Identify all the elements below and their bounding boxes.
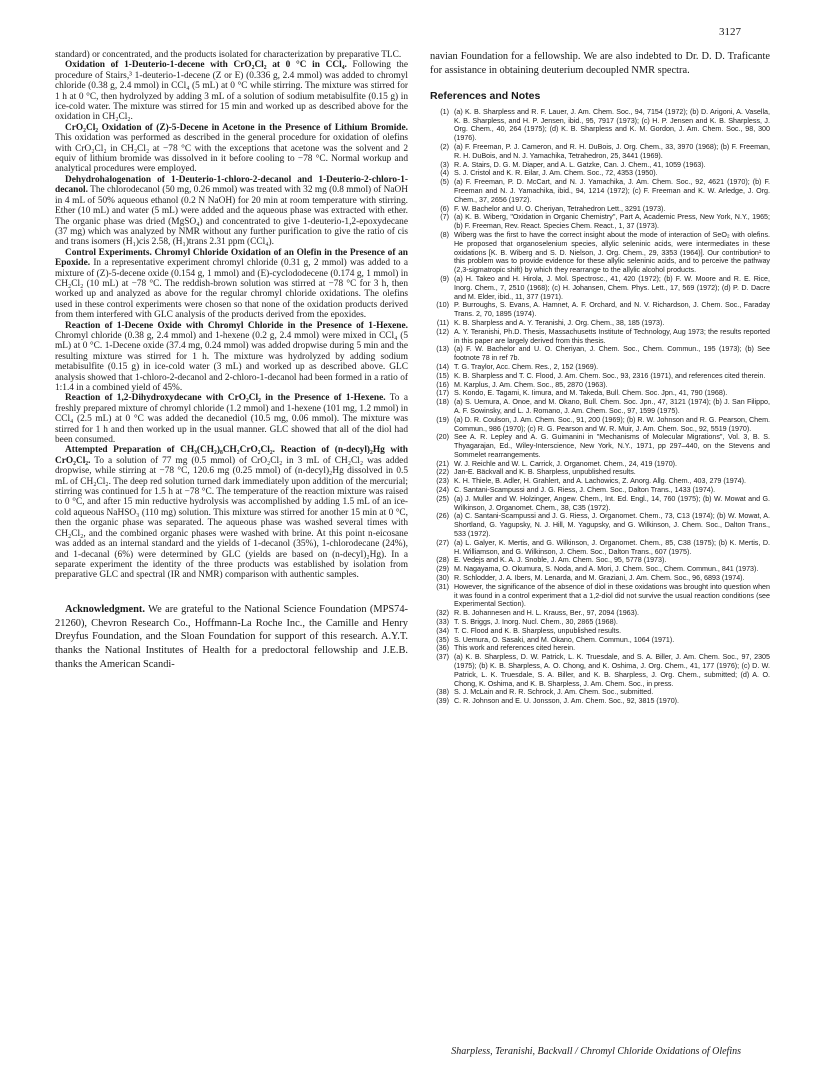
reference-number: (20) <box>436 433 449 442</box>
reference-number: (30) <box>436 574 449 583</box>
acknowledgment-text: We are grateful to the National Science Foundation (MPS74-21260), Chevron Research Co., Hoffmann-La Roche Inc., the Camille and Henry Dreyfus Foundation, and the Sloan Foundation for support of this research. A.Y.T. thanks the National Institutes of Health for a predoctoral fellowship and J.E.B. thanks the American Scandi- <box>55 603 408 670</box>
reference-item <box>430 161 770 170</box>
left-column <box>55 50 408 672</box>
reference-item <box>430 398 770 416</box>
reference-text: T. C. Flood and K. B. Sharpless, unpublished results. <box>454 626 622 635</box>
reference-number: (16) <box>436 380 449 389</box>
reference-text: C. R. Johnson and E. U. Jonsson, J. Am. Chem. Soc., 92, 3815 (1970). <box>454 697 680 706</box>
reference-item <box>430 213 770 231</box>
reference-number: (21) <box>436 459 449 468</box>
paragraph-text: Following the procedure of Stairs,³ 1-deuterio-1-decene (Z or E) (0.336 g, 2.4 mmol) was added to chromyl chloride (0.38 g, 2.4 mmol) in CCl₄ (5 mL) at 0 °C while stirring. The mixture was stirred for 1 h at 0 °C, then hydrolyzed by adding 3 mL of a solution of sodium metabisulfite (0.15 g) in ice-cold water. The mixture was stirred for 15 min and worked up as described above for the oxidation in CH₂Cl₂. <box>55 60 408 123</box>
reference-number: (11) <box>436 318 449 327</box>
reference-number: (2) <box>440 143 449 151</box>
reference-text: T. G. Traylor, Acc. Chem. Res., 2, 152 (1969). <box>454 362 599 371</box>
reference-text: S. Uemura, O. Sasaki, and M. Okano, Chem. Commun., 1064 (1971). <box>454 635 675 644</box>
reference-item <box>430 301 770 319</box>
reference-number: (29) <box>436 565 449 574</box>
reference-item <box>430 169 770 178</box>
reference-item <box>430 345 770 363</box>
reference-text: T. S. Briggs, J. Inorg. Nucl. Chem., 30, 2865 (1968). <box>454 618 618 627</box>
reference-item <box>430 389 770 398</box>
reference-text: K. H. Thiele, B. Adler, H. Grahlert, and A. Lachowics, Z. Anorg. Allg. Chem., 403, 279 (1974). <box>454 477 746 486</box>
reference-item <box>430 495 770 513</box>
reference-item <box>430 433 770 459</box>
paragraph-text: Chromyl chloride (0.38 g, 2.4 mmol) and 1-hexene (0.2 g, 2.4 mmol) were mixed in CCl₄ (5 mL) at 0 °C. 1-Decene oxide (37.4 mg, 0.24 mmol) was added dropwise during 5 min and the resulting mixture was stirred for 1 h. The mixture was hydrolyzed by adding sodium metabisulfite (0.15 g) in ice-cold water (3 mL) and worked up as described above. GLC analysis showed that 1-chloro-2-decanol and 2-chloro-1-decanol had been formed in a ratio of 1:1.4 in a combined yield of 45%. <box>55 330 408 393</box>
paragraph-heading: Attempted Preparation of CH₃(CH₂)₈CH₂CrO₂Cl₂. Reaction of (n-decyl)₂Hg with CrO₂Cl₂. <box>55 445 408 466</box>
reference-text: C. Santani-Scampussi and J. G. Riess, J. Chem. Soc., Dalton Trans., 1433 (1974). <box>454 486 716 495</box>
reference-text: R. B. Johannesen and H. L. Krauss, Ber., 97, 2094 (1963). <box>454 609 639 618</box>
reference-number: (12) <box>436 327 449 336</box>
reference-item <box>430 539 770 557</box>
reference-number: (38) <box>436 688 449 697</box>
reference-item <box>430 328 770 346</box>
reference-item <box>430 108 770 143</box>
reference-item <box>430 275 770 301</box>
experimental-paragraph <box>55 393 408 445</box>
reference-text: (a) K. B. Sharpless and R. F. Lauer, J. Am. Chem. Soc., 94, 7154 (1972); (b) D. Arigoni, A. Vasella, K. B. Sharpless, and H. P. Jensen, ibid., 95, 7917 (1973); (c) H. P. Jensen and K. B. Sharpless, J. Org. Chem., 40, 264 (1975); (d) K. B. Sharpless and K. M. Gordon, J. Am. Chem. Soc., 98, 300 (1976). <box>454 107 770 143</box>
reference-text: (a) H. Takeo and H. Hirola, J. Mol. Spectrosc., 41, 420 (1972); (b) F. W. Moore and R. E. Rice, Inorg. Chem., 7, 2510 (1968); (c) H. Johansen, Chem. Phys. Lett., 17, 569 (1972); (d) P. D. Dacre and M. Elder, ibid., 11, 377 (1971). <box>454 274 770 301</box>
reference-number: (34) <box>436 626 449 635</box>
reference-text: This work and references cited herein. <box>454 644 576 653</box>
references-list <box>430 108 770 706</box>
reference-item <box>430 583 770 609</box>
reference-item <box>430 381 770 390</box>
reference-number: (25) <box>436 494 449 503</box>
reference-text: (a) S. Uemura, A. Onoe, and M. Okano, Bull. Chem. Soc. Jpn., 47, 3121 (1974); (b) J. San Filippo, A. F. Sowinsky, and L. J. Romano, J. Am. Chem. Soc., 97, 1599 (1975). <box>454 398 770 415</box>
reference-item <box>430 609 770 618</box>
reference-item <box>430 477 770 486</box>
reference-text: (a) C. Santani-Scampussi and J. G. Riess, J. Organomet. Chem., 73, C13 (1974); (b) W. Mowat, A. Shortland, G. Yagupsky, N. J. Hill, M. Yagupsky, and G. Wilkinson, J. Chem. Soc., Dalton Trans., 533 (1972). <box>454 512 770 539</box>
reference-text: R. Schlodder, J. A. Ibers, M. Lenarda, and M. Graziani, J. Am. Chem. Soc., 96, 6893 (1974). <box>454 574 745 583</box>
reference-item <box>430 319 770 328</box>
reference-text: F. W. Bachelor and U. O. Cheriyan, Tetrahedron Lett., 3291 (1973). <box>454 204 666 213</box>
reference-text: P. Burroughs, S. Evans, A. Hamnet, A. F. Orchard, and N. V. Richardson, J. Chem. Soc., Faraday Trans. 2, 70, 1895 (1974). <box>454 301 770 319</box>
reference-item <box>430 556 770 565</box>
paragraph-text: To a freshly prepared mixture of chromyl chloride (1.2 mmol) and 1-hexene (101 mg, 1.2 mmol) in CCl₄ (2.5 mL) at 0 °C was added the decanediol (10.5 mg, 0.06 mmol). The mixture was stirred for 1 h and then worked up in the usual manner. GLC showed that all of the diol had been consumed. <box>55 393 408 446</box>
reference-number: (31) <box>436 582 449 591</box>
reference-item <box>430 468 770 477</box>
reference-item <box>430 460 770 469</box>
reference-number: (3) <box>440 160 449 169</box>
reference-text: (a) F. Freeman, P. J. Cameron, and R. H. DuBois, J. Org. Chem., 33, 3970 (1968); (b) F. Freeman, R. H. DuBois, and N. J. Yamachika, Tetrahedron, 25, 3441 (1969). <box>454 143 770 160</box>
reference-text: K. B. Sharpless and T. C. Flood, J. Am. Chem. Soc., 93, 2316 (1971), and references cited therein. <box>454 371 766 380</box>
reference-text: A. Y. Teranishi, Ph.D. Thesis, Massachusetts Institute of Technology, Aug 1973; the results reported in this paper are largely derived from this thesis. <box>454 327 770 345</box>
reference-text: (a) D. R. Coulson, J. Am. Chem. Soc., 91, 200 (1969); (b) R. W. Johnson and R. G. Pearson, Chem. Commun., 986 (1970); (c) R. G. Pearson and W. R. Muir, J. Am. Chem. Soc., 92, 5519 (1970). <box>454 415 770 433</box>
reference-number: (32) <box>436 609 449 618</box>
reference-text: Wiberg was the first to have the correct insight about the mode of interaction of SeO₂ with olefins. He proposed that organoselenium species, allylic seleninic acids, were intermediates in these oxidations [K. B. Wiberg and S. D. Nielson, J. Org. Chem., 29, 3353 (1964)]. Our contribution¹ to this problem was to provide evidence for these allylic seleninic acids, and to perceive the pathway (2,3-sigmatropic shift) by which they rearrange to the allylic alcohol products. <box>454 230 770 275</box>
paragraph-heading: Dehydrohalogenation of 1-Deuterio-1-chloro-2-decanol and 1-Deuterio-2-chloro-1-decanol. <box>55 174 408 196</box>
reference-text: (a) F. W. Bachelor and U. O. Cheriyan, J. Chem. Soc., Chem. Commun., 195 (1973); (b) See footnote 78 in ref 7b. <box>454 345 770 363</box>
experimental-section <box>55 50 408 581</box>
reference-number: (39) <box>436 697 449 706</box>
reference-item <box>430 416 770 434</box>
paragraph-heading: CrO₂Cl₂ Oxidation of (Z)-5-Decene in Acetone in the Presence of Lithium Bromide. <box>65 122 408 133</box>
reference-text: (a) K. B. Wiberg, "Oxidation in Organic Chemistry", Part A, Academic Press, New York, N.Y., 1965; (b) F. Freeman, Rev. React. Species Chem. React., 1, 37 (1973). <box>454 213 770 231</box>
reference-number: (22) <box>436 468 449 477</box>
reference-number: (10) <box>436 301 449 310</box>
reference-text: S. Kondo, E. Tagami, K. Iimura, and M. Takeda, Bull. Chem. Soc. Jpn., 41, 790 (1968). <box>454 389 728 398</box>
acknowledgment-heading: Acknowledgment. <box>65 603 145 615</box>
paragraph-text: This oxidation was performed as described in the general procedure for oxidation of olefins with CrO₂Cl₂ in CH₂Cl₂ at −78 °C with the exceptions that acetone was the solvent and 2 equiv of lithium bromide was dissolved in it before cooling to −78 °C. Normal workup and analytical procedures were employed. <box>55 133 408 175</box>
reference-item <box>430 231 770 275</box>
paragraph-text: standard) or concentrated, and the products isolated for characterization by preparative TLC. <box>55 50 402 60</box>
paragraph-heading: Reaction of 1-Decene Oxide with Chromyl Chloride in the Presence of 1-Hexene. <box>65 320 408 331</box>
paragraph-heading: Reaction of 1,2-Dihydroxydecane with CrO₂Cl₂ in the Presence of 1-Hexene. <box>65 393 386 404</box>
reference-item <box>430 697 770 706</box>
reference-text: S. J. Cristol and K. R. Eilar, J. Am. Chem. Soc., 72, 4353 (1950). <box>454 169 658 178</box>
paragraph-text: In a representative experiment chromyl chloride (0.31 g, 2 mmol) was added to a mixture of (Z)-5-decene oxide (0.154 g, 1 mmol) and (E)-cyclododecene (0.174 g, 1 mmol) in CH₂Cl₂ (10 mL) at −78 °C. The reddish-brown solution was stirred at −78 °C for 3 h, then worked up and analyzed as above for the regular chromyl chloride oxidations. The olefins used in these control experiments were chosen so that none of the oxidation products derived from them interfered with GLC analysis of the products derived from the epoxides. <box>55 258 408 321</box>
reference-item <box>430 688 770 697</box>
reference-number: (37) <box>436 653 449 662</box>
experimental-paragraph <box>55 321 408 394</box>
reference-item <box>430 565 770 574</box>
page-footer: Sharpless, Teranishi, Backvall / Chromyl Chloride Oxidations of Olefins <box>451 1046 741 1057</box>
reference-text: R. A. Stairs, D. G. M. Diaper, and A. L. Gatzke, Can. J. Chem., 41, 1059 (1963). <box>454 160 706 169</box>
right-column <box>430 50 770 706</box>
reference-item <box>430 627 770 636</box>
reference-text: W. J. Reichle and W. L. Carrick, J. Organomet. Chem., 24, 419 (1970). <box>454 459 678 468</box>
reference-number: (5) <box>440 178 449 187</box>
reference-item <box>430 486 770 495</box>
reference-number: (23) <box>436 477 449 486</box>
acknowledgment-paragraph <box>55 603 408 672</box>
reference-text: M. Karplus, J. Am. Chem. Soc., 85, 2870 (1963). <box>454 380 608 389</box>
page-number: 3127 <box>719 26 741 38</box>
experimental-paragraph <box>55 445 408 580</box>
reference-item <box>430 363 770 372</box>
reference-number: (28) <box>436 556 449 565</box>
reference-number: (36) <box>436 644 449 653</box>
reference-number: (24) <box>436 486 449 495</box>
reference-text: S. J. McLain and R. R. Schrock, J. Am. Chem. Soc., submitted. <box>454 688 654 697</box>
reference-number: (8) <box>440 230 449 239</box>
experimental-paragraph <box>55 123 408 175</box>
reference-number: (17) <box>436 389 449 398</box>
experimental-paragraph <box>55 175 408 248</box>
reference-item <box>430 618 770 627</box>
reference-number: (27) <box>436 538 449 547</box>
paragraph-heading: Control Experiments. Chromyl Chloride Oxidation of an Olefin in the Presence of an Epoxide. <box>55 247 408 269</box>
reference-item <box>430 143 770 161</box>
paragraph-heading: Oxidation of 1-Deuterio-1-decene with CrO₂Cl₂ at 0 °C in CCl₄. <box>65 60 347 71</box>
reference-text: Jan-E. Bäckvall and K. B. Sharpless, unpublished results. <box>454 468 636 477</box>
reference-text: (a) J. Muller and W. Holzinger, Angew. Chem., Int. Ed. Engl., 14, 760 (1975); (b) W. Mowat and G. Wilkinson, J. Organomet. Chem., 38, C35 (1972). <box>454 494 770 512</box>
reference-text: See A. R. Lepley and A. G. Guimanini in "Mechanisms of Molecular Migrations", Vol. 3, B. S. Thyagarajan, Ed., Wiley-Interscience, New York, N.Y., 1971, pp 297–440, on the Stevens and Sommelet rearrangements. <box>454 433 770 459</box>
reference-text: (a) L. Galyer, K. Mertis, and G. Wilkinson, J. Organomet. Chem., 85, C38 (1975); (b) K. Mertis, D. H. Williamson, and G. Wilkinson, J. Chem. Soc., Dalton Trans., 607 (1975). <box>454 538 770 556</box>
reference-number: (1) <box>440 107 449 116</box>
reference-item <box>430 574 770 583</box>
reference-number: (26) <box>436 512 449 521</box>
references-heading: References and Notes <box>430 89 541 102</box>
reference-number: (33) <box>436 618 449 627</box>
reference-text: E. Vedejs and K. A. J. Snoble, J. Am. Chem. Soc., 95, 5778 (1973). <box>454 556 667 565</box>
reference-number: (6) <box>440 204 449 213</box>
reference-text: M. Nagayama, O. Okumura, S. Noda, and A. Mori, J. Chem. Soc., Chem. Commun., 841 (1973). <box>454 565 759 574</box>
reference-item <box>430 178 770 204</box>
right-intro-paragraph: navian Foundation for a fellowship. We are also indebted to Dr. D. D. Traficante for assistance in obtaining deuterium decoupled NMR spectra. <box>430 51 770 77</box>
reference-number: (35) <box>436 635 449 644</box>
reference-text: K. B. Sharpless and A. Y. Teranishi, J. Org. Chem., 38, 185 (1973). <box>454 318 665 327</box>
reference-item <box>430 372 770 381</box>
reference-number: (13) <box>436 345 449 354</box>
paragraph-text: The chlorodecanol (50 mg, 0.26 mmol) was treated with 32 mg (0.8 mmol) of NaOH in 4 mL of 50% aqueous ethanol (0.2 N NaOH) for 20 min at room temperature with stirring. Ether (10 mL) and water (5 mL) were added and the aqueous phase was extracted with ether. The organic phase was dried (MgSO₄) and concentrated to give 1-deuterio-1,2-epoxydecane (37 mg) which was analyzed by NMR without any further purification to give the ratio of cis and trans isomers (H₁)cis 2.58, (H₁)trans 2.31 ppm (CCl₄). <box>55 185 409 248</box>
reference-item <box>430 512 770 538</box>
reference-text: (a) F. Freeman, P. D. McCart, and N. J. Yamachika, J. Am. Chem. Soc., 92, 4621 (1970); (b) F. Freeman and N. J. Yamachika, ibid., 94, 1214 (1972); (c) F. Freeman and K. W. Arledge, J. Org. Chem., 37, 2656 (1972). <box>454 178 770 204</box>
reference-item <box>430 205 770 214</box>
experimental-paragraph <box>55 50 408 60</box>
reference-number: (15) <box>436 371 449 380</box>
reference-text: However, the significance of the absence of diol in these oxidations was brought into question when it was found in a control experiment that a 1,2-diol did not survive the usual reaction conditions (see Experimental Section). <box>454 582 770 609</box>
paragraph-text: To a solution of 77 mg (0.5 mmol) of CrO₂Cl₂ in 3 mL of CH₂Cl₂ was added dropwise, while stirring at −78 °C, 120.6 mg (0.25 mmol) of (n-decyl)₂Hg dissolved in 0.5 mL of CH₂Cl₂. The deep red solution turned dark immediately upon addition of the mercurial; stirring was continued for 1.5 h at −78 °C. The temperature of the reaction mixture was raised to 0 °C, and after 15 min reductive hydrolysis was accomplished by adding 1.5 mL of an ice-cold aqueous NaHSO₃ (110 mg) solution. This mixture was stirred for another 15 min at 0 °C, then the organic phase was separated. The aqueous phase was washed several times with CH₂Cl₂, and the combined organic phases were washed with brine. At this point n-eicosane was added as an internal standard and the yields of 1-decanol (35%), 1-chlorodecane (24%), and 1-decanal (6%) were determined by GLC (yields are based on (n-decyl)₂Hg). In a separate experiment the identity of the three products was established by isolation from preparative GLC and spectral (IR and NMR) comparison with authentic samples. <box>55 455 408 581</box>
reference-text: (a) K. B. Sharpless, D. W. Patrick, L. K. Truesdale, and S. A. Biller, J. Am. Chem. Soc., 97, 2305 (1975); (b) K. B. Sharpless, A. O. Chong, and K. Oshima, J. Org. Chem., 41, 177 (1976); (c) D. W. Patrick, L. K. Truesdale, S. A. Biller, and K. B. Sharpless, J. Org. Chem., submitted; (d) A. O. Chong, K. Oshima, and K. B. Sharpless, J. Am. Chem. Soc., in press. <box>454 653 770 688</box>
reference-number: (18) <box>436 398 449 407</box>
reference-item <box>430 653 770 688</box>
reference-number: (14) <box>436 362 449 371</box>
experimental-paragraph <box>55 60 408 122</box>
reference-number: (9) <box>440 274 449 283</box>
reference-item <box>430 636 770 645</box>
reference-number: (7) <box>440 213 449 222</box>
reference-number: (19) <box>436 415 449 424</box>
reference-number: (4) <box>440 169 449 178</box>
reference-item <box>430 644 770 653</box>
experimental-paragraph <box>55 248 408 321</box>
